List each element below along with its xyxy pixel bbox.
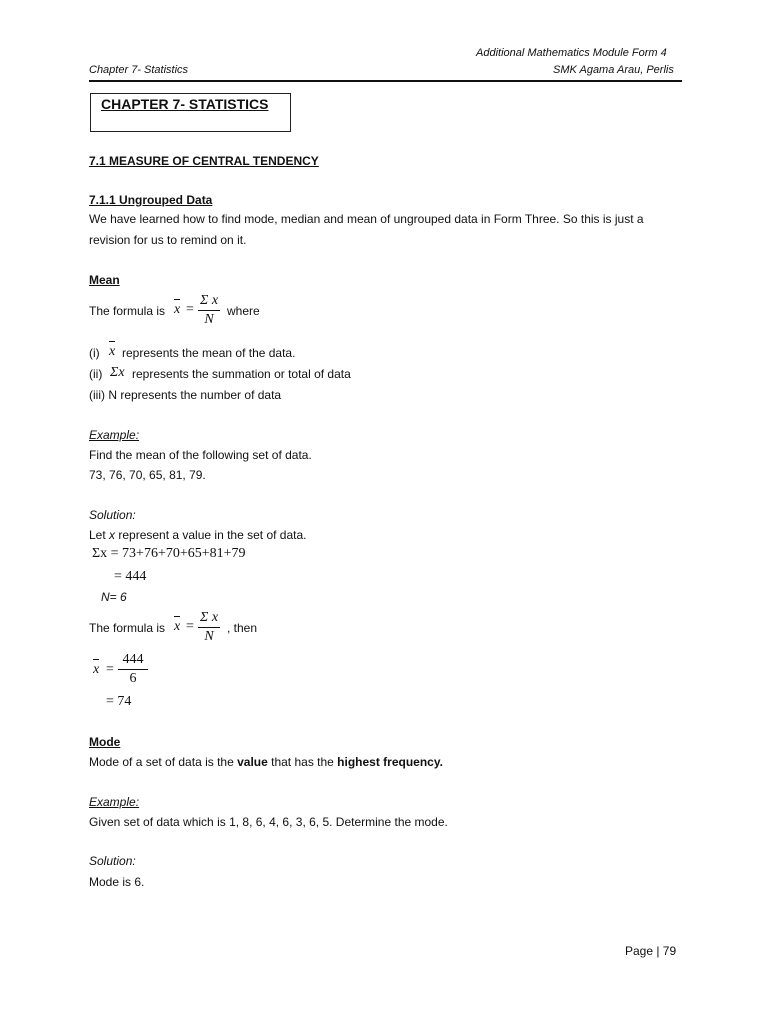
example2-line1: Given set of data which is 1, 8, 6, 4, 6, 3, 6, 5. Determine the mode. (89, 815, 448, 829)
def-i-label: (i) (89, 346, 100, 360)
def-i-symbol: x (109, 344, 116, 359)
mode-def-highest: highest frequency. (337, 755, 443, 769)
calc-result: = 74 (106, 694, 132, 709)
sum-line: Σx = 73+76+70+65+81+79 (92, 546, 246, 561)
solution1-formula-numerator: Σ x (198, 609, 220, 628)
solution1-formula-prefix: The formula is (89, 621, 166, 635)
mean-formula-xbar: x (174, 302, 181, 317)
section-heading: 7.1 MEASURE OF CENTRAL TENDENCY (89, 154, 319, 168)
def-ii-label: (ii) (89, 367, 103, 381)
calc-xbar: x (93, 662, 100, 677)
solution2-label: Solution: (89, 854, 136, 868)
mean-formula-denominator: N (204, 312, 214, 327)
header-rule (89, 80, 682, 82)
def-ii-symbol: Σx (110, 365, 125, 380)
subsection-heading: 7.1.1 Ungrouped Data (89, 193, 213, 207)
calc-equals: = (106, 662, 114, 677)
calc-fraction (118, 651, 148, 688)
mean-formula-equals: = (186, 302, 194, 317)
mean-heading: Mean (89, 273, 120, 287)
n-line: N= 6 (101, 590, 127, 604)
calc-numerator: 444 (118, 651, 148, 670)
mode-def-mid: that has the (267, 755, 338, 769)
intro-line1: We have learned how to find mode, median and mean of ungrouped data in Form Three. So this is just a (89, 212, 644, 226)
mean-formula-fraction (198, 292, 220, 329)
header-right-line1: Additional Mathematics Module Form 4 (476, 47, 667, 59)
calc-denominator: 6 (129, 671, 137, 686)
solution1-label: Solution: (89, 508, 136, 522)
chapter-title: CHAPTER 7- STATISTICS (101, 96, 269, 112)
def-iii: (iii) N represents the number of data (89, 388, 282, 402)
example1-line2: 73, 76, 70, 65, 81, 79. (89, 468, 206, 482)
solution1-formula-denominator: N (204, 629, 214, 644)
solution2-line1: Mode is 6. (89, 875, 145, 889)
def-i-text: represents the mean of the data. (122, 346, 296, 360)
def-ii-text: represents the summation or total of data (132, 367, 351, 381)
intro-line2: revision for us to remind on it. (89, 233, 247, 247)
mode-heading: Mode (89, 735, 121, 749)
solution1-formula-fraction (198, 609, 220, 646)
header-left: Chapter 7- Statistics (89, 64, 189, 76)
mode-def-value: value (237, 755, 268, 769)
mean-formula-prefix: The formula is (89, 304, 166, 318)
header-right-line2: SMK Agama Arau, Perlis (553, 64, 674, 76)
mode-def-pre: Mode of a set of data is the (89, 755, 238, 769)
example2-label: Example: (89, 795, 140, 809)
solution1-let (89, 528, 306, 542)
let-pre: Let (89, 528, 110, 542)
solution1-formula-equals: = (186, 619, 194, 634)
example1-line1: Find the mean of the following set of data. (89, 448, 312, 462)
mean-formula-numerator: Σ x (198, 292, 220, 311)
example1-label: Example: (89, 428, 140, 442)
solution1-formula-suffix: , then (227, 621, 258, 635)
page-number: Page | 79 (625, 944, 677, 958)
mean-formula-suffix: where (227, 304, 260, 318)
mode-definition (89, 755, 443, 769)
solution1-formula-xbar: x (174, 619, 181, 634)
let-var: x (109, 528, 116, 542)
sum-result: = 444 (114, 569, 147, 584)
let-post: represent a value in the set of data. (115, 528, 307, 542)
